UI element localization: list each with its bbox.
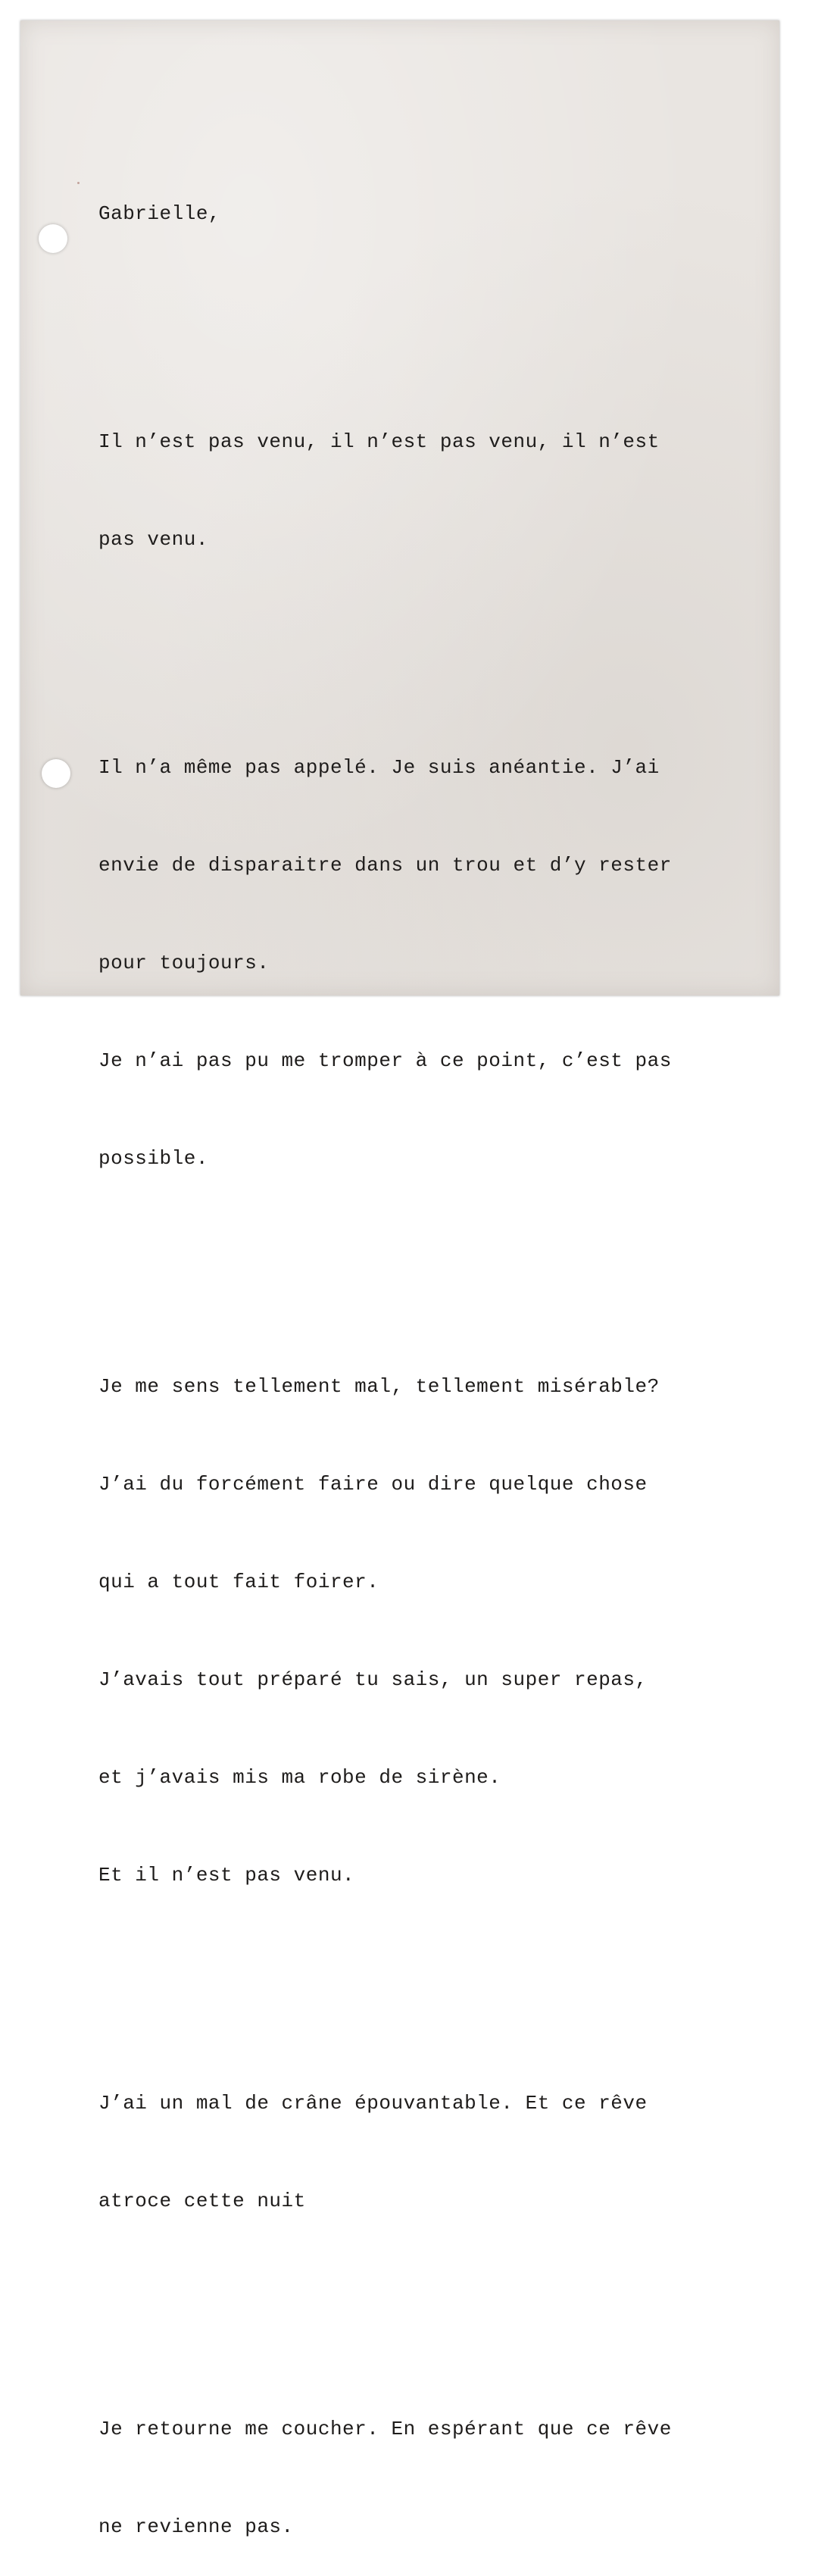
letter-line: atroce cette nuit — [98, 2190, 306, 2212]
punch-hole-bottom — [42, 759, 70, 788]
letter-salutation: Gabrielle, — [98, 202, 221, 225]
paragraph-gap — [98, 621, 750, 654]
letter-line: Il n’a même pas appelé. Je suis anéantie. J’ai — [98, 756, 660, 779]
letter-line: et j’avais mis ma robe de sirène. — [98, 1766, 501, 1789]
punch-hole-top — [39, 224, 67, 253]
letter-line: Je n’ai pas pu me tromper à ce point, c’est pas — [98, 1049, 672, 1072]
paper-speck — [77, 182, 80, 184]
letter-body — [98, 133, 750, 2576]
paragraph-gap — [98, 2283, 750, 2315]
paragraph-gap — [98, 295, 750, 328]
letter-line: ne revienne pas. — [98, 2515, 294, 2538]
letter-line: pour toujours. — [98, 952, 270, 974]
letter-line: Je retourne me coucher. En espérant que ce rêve — [98, 2418, 672, 2440]
letter-line: possible. — [98, 1147, 208, 1170]
letter-line: Et il n’est pas venu. — [98, 1864, 355, 1887]
letter-line: qui a tout fait foirer. — [98, 1571, 379, 1593]
letter-line: envie de disparaitre dans un trou et d’y rester — [98, 854, 672, 877]
letter-line: pas venu. — [98, 528, 208, 551]
letter-line: Il n’est pas venu, il n’est pas venu, il n’est — [98, 430, 660, 453]
paragraph-gap — [98, 1240, 750, 1273]
letter-line: J’avais tout préparé tu sais, un super repas, — [98, 1668, 648, 1691]
letter-line: J’ai un mal de crâne épouvantable. Et ce rêve — [98, 2092, 648, 2115]
paragraph-gap — [98, 1957, 750, 1990]
letter-line: J’ai du forcément faire ou dire quelque chose — [98, 1473, 648, 1496]
letter-line: Je me sens tellement mal, tellement misérable? — [98, 1375, 660, 1398]
